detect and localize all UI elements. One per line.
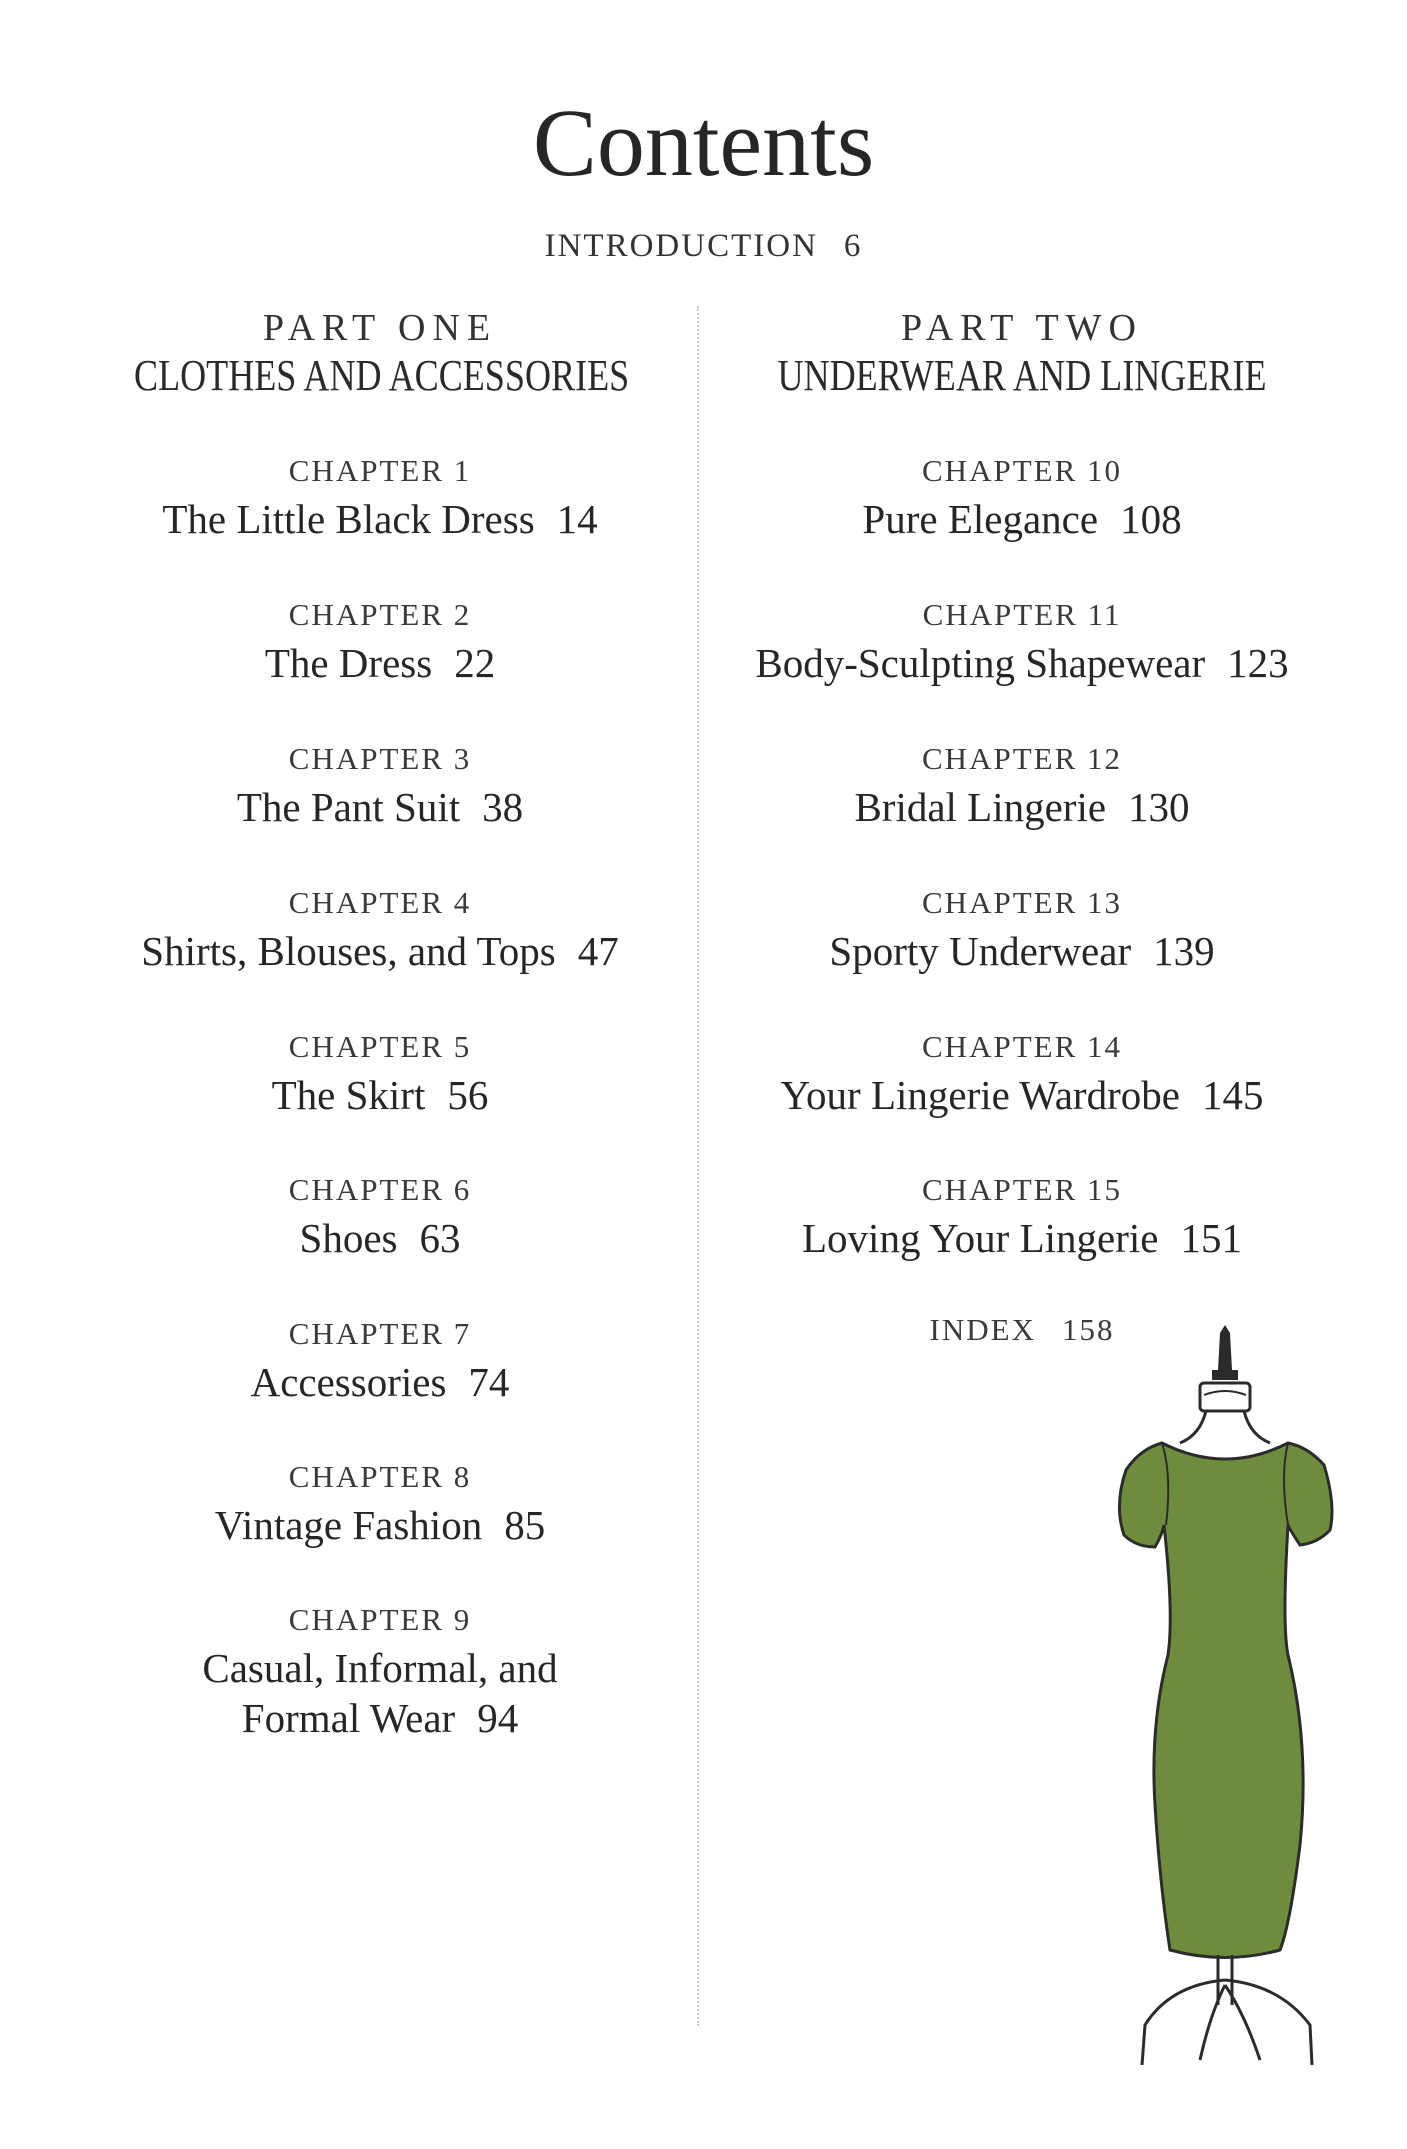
part-two-title: UNDERWEAR AND LINGERIE <box>777 351 1267 400</box>
toc-entry-chapter-5[interactable] <box>80 1028 680 1120</box>
toc-entry-chapter-12[interactable] <box>722 740 1322 832</box>
chapter-page-number: 22 <box>454 640 496 686</box>
part-one-title: CLOTHES AND ACCESSORIES <box>134 351 630 400</box>
chapter-title: Vintage Fashion 85 <box>214 1502 546 1548</box>
toc-entry-chapter-11[interactable] <box>722 596 1322 688</box>
chapter-label: CHAPTER 12 <box>922 741 1122 776</box>
chapter-page-number: 85 <box>504 1502 546 1548</box>
chapter-label: CHAPTER 11 <box>922 597 1122 632</box>
chapter-title: The Skirt 56 <box>271 1072 489 1118</box>
toc-entry-chapter-6[interactable] <box>80 1171 680 1263</box>
chapter-label: CHAPTER 13 <box>922 885 1122 920</box>
chapter-title: Body-Sculpting Shapewear 123 <box>755 640 1289 686</box>
toc-entry-chapter-15[interactable] <box>722 1171 1322 1263</box>
chapter-label: CHAPTER 3 <box>288 741 472 776</box>
chapter-page-number: 123 <box>1227 640 1289 686</box>
chapter-title: Loving Your Lingerie 151 <box>802 1215 1242 1261</box>
chapter-title: Shirts, Blouses, and Tops 47 <box>141 928 619 974</box>
chapter-page-number: 56 <box>447 1072 489 1118</box>
chapter-label: CHAPTER 14 <box>922 1029 1122 1064</box>
chapter-label: CHAPTER 9 <box>288 1602 472 1637</box>
chapter-label: CHAPTER 4 <box>288 885 472 920</box>
chapter-title: Sporty Underwear 139 <box>829 928 1215 974</box>
chapter-title-line-2: Formal Wear 94 <box>241 1695 519 1741</box>
introduction-entry[interactable] <box>0 228 1407 265</box>
chapter-page-number: 108 <box>1120 496 1182 542</box>
chapter-page-number: 139 <box>1153 928 1215 974</box>
chapter-title: The Pant Suit 38 <box>236 784 524 830</box>
part-two-label: PART TWO <box>900 307 1143 349</box>
toc-entry-chapter-14[interactable] <box>722 1028 1322 1120</box>
introduction-page-number: 6 <box>843 228 863 264</box>
introduction-label: INTRODUCTION <box>544 228 818 264</box>
chapter-title: Bridal Lingerie 130 <box>854 784 1190 830</box>
index-page-number: 158 <box>1061 1312 1115 1347</box>
dress-form-icon <box>1100 1325 1350 2065</box>
chapter-label: CHAPTER 8 <box>288 1459 472 1494</box>
chapter-page-number: 130 <box>1128 784 1190 830</box>
part-one-label: PART ONE <box>262 307 498 349</box>
chapter-page-number: 74 <box>468 1359 510 1405</box>
index-label: INDEX <box>929 1312 1036 1347</box>
toc-entry-chapter-13[interactable] <box>722 884 1322 976</box>
chapter-title: Accessories 74 <box>250 1359 510 1405</box>
toc-entry-chapter-9[interactable] <box>80 1601 680 1743</box>
toc-entry-chapter-10[interactable] <box>722 452 1322 544</box>
chapter-title-line-1: Casual, Informal, and <box>202 1645 558 1691</box>
chapter-page-number: 145 <box>1201 1072 1264 1118</box>
chapter-label: CHAPTER 10 <box>922 453 1122 488</box>
chapter-page-number: 94 <box>477 1695 519 1741</box>
page-title: Contents <box>532 89 875 196</box>
toc-entry-chapter-8[interactable] <box>80 1458 680 1550</box>
chapter-page-number: 47 <box>577 928 619 974</box>
toc-entry-chapter-4[interactable] <box>80 884 680 976</box>
chapter-label: CHAPTER 6 <box>288 1172 472 1207</box>
chapter-page-number: 63 <box>419 1215 461 1261</box>
toc-entry-chapter-3[interactable] <box>80 740 680 832</box>
chapter-label: CHAPTER 5 <box>288 1029 472 1064</box>
toc-entry-chapter-1[interactable] <box>80 452 680 544</box>
chapter-title: Pure Elegance 108 <box>862 496 1182 542</box>
chapter-label: CHAPTER 15 <box>922 1172 1122 1207</box>
chapter-title: The Little Black Dress 14 <box>162 496 598 542</box>
chapter-label: CHAPTER 1 <box>288 453 472 488</box>
chapter-title: The Dress 22 <box>264 640 496 686</box>
chapter-title: Shoes 63 <box>299 1215 461 1261</box>
chapter-label: CHAPTER 7 <box>288 1316 472 1351</box>
chapter-label: CHAPTER 2 <box>288 597 472 632</box>
toc-entry-chapter-7[interactable] <box>80 1315 680 1407</box>
chapter-title: Your Lingerie Wardrobe 145 <box>780 1072 1264 1118</box>
toc-entry-chapter-2[interactable] <box>80 596 680 688</box>
chapter-page-number: 38 <box>482 784 524 830</box>
chapter-page-number: 14 <box>556 496 598 542</box>
column-divider <box>697 306 699 2026</box>
chapter-page-number: 151 <box>1180 1215 1242 1261</box>
